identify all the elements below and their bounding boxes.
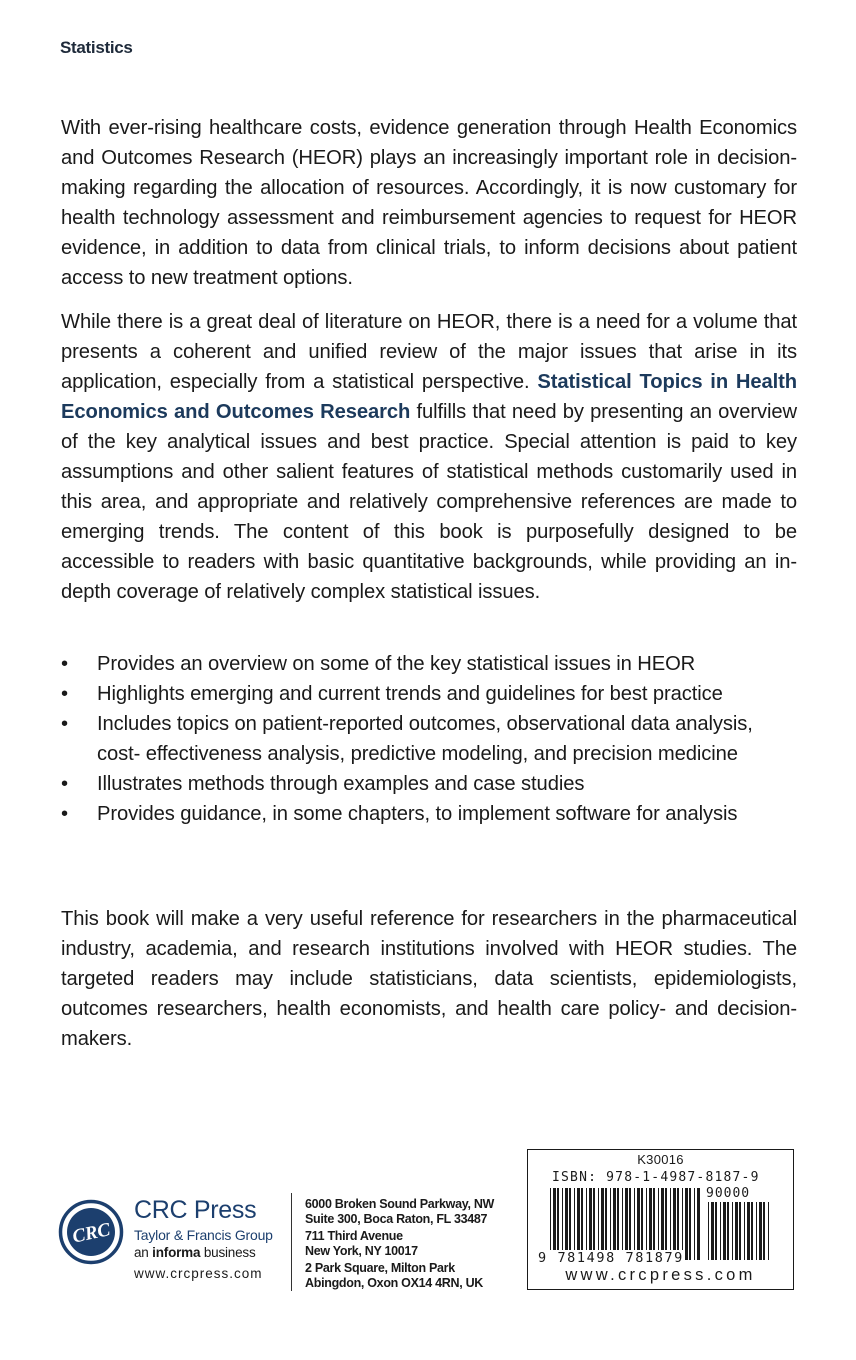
bullet-marker: • — [61, 653, 68, 675]
publisher-group: Taylor & Francis Group — [134, 1227, 273, 1243]
barcode-url: www.crcpress.com — [565, 1266, 756, 1284]
barcode-icon — [528, 1150, 792, 1266]
tagline-bold: informa — [152, 1245, 201, 1260]
price-addon: 90000 — [706, 1186, 751, 1201]
barcode-number: 9 781498 781879 — [538, 1250, 684, 1266]
product-code: K30016 — [637, 1152, 684, 1167]
paragraph-audience: This book will make a very useful reference for researchers in the pharmaceutical industry, academia, and research institutions involved with HEOR studies. The targeted readers may include statisticians, data scientists, epidemiologists, outcomes researchers, health economists, and health care policy- and decision-makers. — [61, 908, 797, 1050]
paragraph-overview-end: fulfills that need by presenting an overview of the key analytical issues and best practice. Special attention is paid to key assumptions and other salient features of statistical methods customarily used in this area, and appropriate and relatively comprehensive references are made to emerging trends. The content of this book is purposefully designed to be accessible to readers with basic quantitative backgrounds, while providing an in-depth coverage of relatively complex statistical issues. — [61, 401, 797, 603]
address-line: 711 Third Avenue — [305, 1229, 403, 1243]
address-line: 2 Park Square, Milton Park — [305, 1261, 455, 1275]
book-title: Statistical Topics in Health Economics and Outcomes Research — [61, 371, 798, 423]
tagline-suffix: business — [200, 1245, 256, 1260]
address-line: Abingdon, Oxon OX14 4RN, UK — [305, 1275, 484, 1290]
list-item — [61, 799, 797, 829]
feature-list — [61, 649, 797, 829]
address-line: Suite 300, Boca Raton, FL 33487 — [305, 1211, 488, 1226]
publisher-name: CRC Press — [134, 1196, 257, 1224]
paragraph-overview — [61, 307, 797, 607]
crc-logo-text: CRC — [70, 1219, 113, 1248]
paragraph-intro: With ever-rising healthcare costs, evidence generation through Health Economics and Outcomes Research (HEOR) plays an increasingly important role in decision-making regarding the allocation of resources. Accordingly, it is now customary for health technology assessment and reimbursement agencies to request for HEOR evidence, in addition to data from clinical trials, to inform decisions about patient access to new treatment options. — [61, 117, 797, 289]
bullet-marker: • — [61, 683, 68, 705]
barcode-box — [527, 1149, 794, 1290]
list-item-text: Illustrates methods through examples and case studies — [97, 773, 585, 795]
publisher-tagline — [134, 1245, 256, 1260]
list-item-text: Provides an overview on some of the key statistical issues in HEOR — [97, 653, 696, 675]
category-label: Statistics — [60, 38, 133, 57]
tagline-prefix: an — [134, 1245, 153, 1260]
list-item — [61, 679, 797, 709]
list-item — [61, 769, 797, 799]
crc-logo-icon — [58, 1199, 124, 1265]
address-new-york — [305, 1229, 418, 1258]
list-item-text: Highlights emerging and current trends and guidelines for best practice — [97, 683, 723, 705]
bullet-marker: • — [61, 713, 68, 735]
list-item — [61, 709, 797, 769]
isbn-label: ISBN: 978-1-4987-8187-9 — [552, 1170, 760, 1185]
bullet-marker: • — [61, 773, 68, 795]
list-item-text: Includes topics on patient-reported outcomes, observational data analysis, cost- effectiveness analysis, predictive modeling, and precision medicine — [97, 713, 753, 765]
address-boca-raton — [305, 1197, 494, 1226]
address-line: 6000 Broken Sound Parkway, NW — [305, 1197, 495, 1211]
list-item — [61, 649, 797, 679]
list-item-text: Provides guidance, in some chapters, to implement software for analysis — [97, 803, 738, 825]
paragraph-overview-start: While there is a great deal of literature on HEOR, there is a need for a volume that presents a coherent and unified review of the major issues that arise in its application, especially from a statistical perspective. — [61, 311, 797, 393]
bullet-marker: • — [61, 803, 68, 825]
address-line: New York, NY 10017 — [305, 1243, 418, 1258]
address-abingdon — [305, 1261, 483, 1290]
divider — [291, 1193, 292, 1291]
publisher-url: www.crcpress.com — [134, 1266, 263, 1281]
